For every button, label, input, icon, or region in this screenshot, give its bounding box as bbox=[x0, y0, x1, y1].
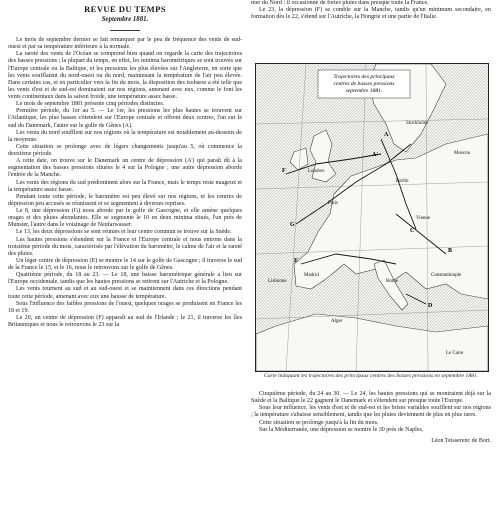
paragraph: Le mois de septembre 1881 présente cinq périodes distinctes. bbox=[16, 101, 165, 108]
marker-e: E bbox=[294, 258, 299, 264]
map-title-line-1: Trajectoires des principaux bbox=[333, 74, 395, 80]
label-stockholm: Stockholm bbox=[406, 121, 428, 126]
paragraph: Les hautes pressions s'étendent sur la France et l'Europe centrale et nous entrons dans la troisième période du mois, caractérisée par l'élévation du baromètre, le calme de l'air et la rareté des pluies. bbox=[8, 236, 242, 257]
paragraph: Le mois de septembre dernier se fait remarquer par le peu de fréquence des vents de sud-ouest et par sa température inférieure à la normale. bbox=[8, 37, 242, 51]
paragraph: Les vents tournent au sud et au sud-ouest et se maintiennent dans ces directions pendant toute cette période, amenant avec eux une hausse de température. bbox=[8, 286, 242, 300]
article-title: REVUE DU TEMPS bbox=[84, 4, 166, 14]
paragraph: Cinquième période, du 24 au 30. — Le 24, les hautes pressions qui se montraient déjà sur la Suède et la Baltique le 22 gagnent le Danemark et s'étendent sur presque toute l'Europe. bbox=[251, 391, 491, 405]
pressure-trajectory-map bbox=[255, 63, 489, 372]
paragraph: Sous l'influence des faibles pressions de l'ouest, quelques orages se produisent en France les 18 et 19. bbox=[8, 300, 242, 314]
marker-f: F bbox=[282, 168, 286, 174]
right-column-bottom bbox=[251, 391, 491, 445]
author-signature: Léon Teisserenc de Bort. bbox=[431, 437, 491, 444]
map-caption: Carte indiquant les trajectoires des principaux centres des basses pressions en septembre 1881. bbox=[263, 373, 479, 379]
label-berlin: Berlin bbox=[396, 179, 409, 184]
map-title-line-3: septembre 1881. bbox=[345, 88, 383, 94]
label-alger: Alger bbox=[331, 319, 343, 324]
label-lisbonne: Lisbonne bbox=[268, 279, 287, 284]
paragraph: Les vents des régions du sud prédominent alors sur la France, mais le temps reste nuageux et la température assez basse. bbox=[8, 179, 242, 193]
marker-a: A bbox=[384, 132, 389, 138]
paragraph: Cette situation se prolonge jusqu'à la fin du mois. bbox=[259, 419, 379, 426]
paragraph: Première période, du 1er au 5. — Le 1er, les pressions les plus hautes se trouvent sur l'Atlantique, les plus basses s'étendent sur l'Europe centrale et offrent deux centres, l'un sur le sud du Danemark, l'autre sur le golfe de Gênes (A). bbox=[8, 108, 242, 129]
label-paris: Paris bbox=[328, 201, 338, 206]
label-constantinople: Constantinople bbox=[431, 273, 462, 278]
paragraph: A cette date, on trouve sur le Danemark un centre de dépression (A') qui paraît dû à la segmentation des basses pressions situées le 4 sur la Pologne ; une autre dépression aborde l'entrée de la Manche. bbox=[8, 158, 242, 179]
label-moscou: Moscou bbox=[454, 151, 471, 156]
left-column bbox=[8, 0, 242, 329]
marker-a-prime: A' bbox=[372, 152, 378, 158]
marker-d: D bbox=[428, 303, 433, 309]
label-rome: Rome bbox=[386, 279, 398, 284]
marker-b: B bbox=[448, 248, 453, 254]
paragraph: Le 23, la dépression (F) se comble sur la Manche, tandis qu'un minimum secondaire, en formation dès le 22, s'étend sur l'Autriche, la Hongrie et une partie de l'Italie. bbox=[251, 7, 491, 21]
paragraph: Cette situation se prolonge avec de légers changements jusqu'au 5, où commence la deuxième période. bbox=[8, 143, 242, 157]
paragraph: mer du Nord : il occasionne de fortes pluies dans presque toute la France. bbox=[251, 0, 429, 6]
marker-c: C bbox=[410, 228, 415, 234]
paragraph: Pendant toute cette période, le baromètre est peu élevé sur nos régions, et les centres de dépression peu accusés se réunissent et se segmentent à diverses reprises. bbox=[8, 193, 242, 207]
right-column-top bbox=[251, 0, 491, 21]
paragraph: Le 8, une dépression (G) nous aborde par le golfe de Gascogne, et elle amène quelques orages et des pluies abondantes. Elle se segmente le 10 en deux minima situés, l'un près de Munster, l'autre dans le voisinage de Neufarwasser. bbox=[8, 208, 242, 229]
marker-g: G bbox=[290, 222, 295, 228]
paragraph: La rareté des vents de l'Océan se comprend bien quand on regarde la carte des trajectoires des basses pressions ; la plupart du temps, en effet, les minima barométriques se sont trouvés sur l'Europe centrale ou la Baltique, et les pressions les plus élevées sur l'Angleterre, en sorte que les vents soufflaient du nord-ouest ou du nord, maintenant la température de l'air peu élevée. Dans certains cas, et en particulier vers la fin du mois, la disposition des isobares a été telle que les vents d'est et de sud-est dominaient sur nos régions, amenant avec eux, comme le font les vents continentaux dans la saison froide, une température assez basse. bbox=[8, 51, 242, 100]
title-separator bbox=[110, 30, 140, 31]
map-title-line-2: centres de basses pressions bbox=[333, 81, 395, 87]
paragraph: Le 13, les deux dépressions se sont réunies et leur centre commun se trouve sur la Suède. bbox=[16, 229, 232, 236]
article-subtitle: Septembre 1881. bbox=[101, 16, 149, 23]
label-londres: Londres bbox=[308, 169, 325, 174]
paragraph: Quatrième période, du 18 au 23. — Le 18, une baisse barométrique générale a lieu sur l'Europe occidentale, tandis que les hautes pressions se retirent sur l'Autriche et la Pologne. bbox=[8, 272, 242, 286]
label-le-caire: Le Caire bbox=[446, 351, 464, 356]
map-title-box bbox=[318, 70, 410, 98]
paragraph: Un léger centre de dépression (E) se montre le 14 sur le golfe de Gascogne ; il traverse le sud de la France le 15, et le 16, nous le retrouvons sur le golfe de Gênes. bbox=[8, 257, 242, 271]
label-madrid: Madrid bbox=[304, 273, 319, 278]
paragraph: Le 20, un centre de dépression (F) apparaît au sud de l'Irlande ; le 21, il traverse les îles Britanniques et nous le retrouvons le 23 sur la bbox=[8, 314, 242, 328]
paragraph: Sur la Méditerranée, une dépression se montre le 30 près de Naples. bbox=[259, 426, 424, 433]
paragraph: Sous leur influence, les vents d'est et de sud-est et les brises variables soufflent sur nos régions ; la température s'abaisse sensiblement, tandis que les pluies deviennent de plus en plus rares. bbox=[251, 405, 491, 419]
label-vienne: Vienne bbox=[416, 216, 431, 221]
map-svg bbox=[256, 64, 488, 371]
paragraph: Les vents du nord soufflent sur nos régions où la température est notablement au-dessous de la moyenne. bbox=[8, 129, 242, 143]
